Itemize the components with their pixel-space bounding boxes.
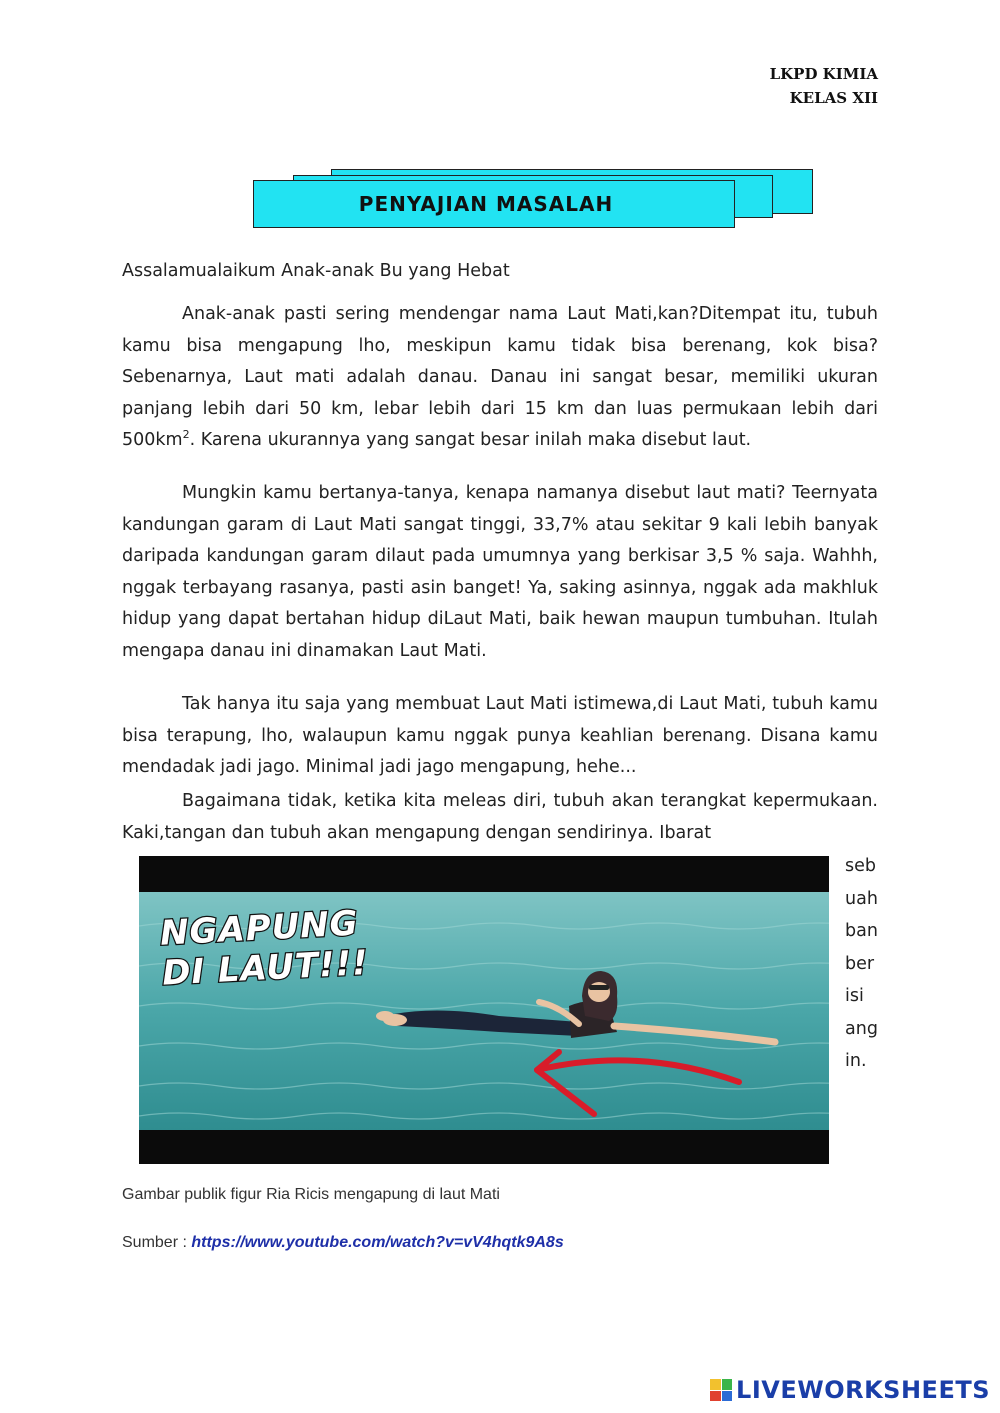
title-box: [253, 180, 735, 228]
brand-name: LIVEWORKSHEETS: [736, 1376, 990, 1404]
superscript: 2: [182, 428, 190, 442]
greeting: Assalamualaikum Anak-anak Bu yang Hebat: [122, 261, 510, 281]
paragraph-3: Tak hanya itu saja yang membuat Laut Mati istimewa,di Laut Mati, tubuh kamu bisa terapung, lho, walaupun kamu nggak punya keahlian berenang. Disana kamu mendadak jadi jago. Minimal jadi jago mengapung, hehe...: [122, 694, 878, 777]
paragraph-2: Mungkin kamu bertanya-tanya, kenapa namanya disebut laut mati? Teernyata kandungan garam di Laut Mati sangat tinggi, 33,7% atau sekitar 9 kali lebih banyak daripada kandungan garam dilaut pada umumnya yang berkisar 3,5 % saja. Wahhh, nggak terbayang rasanya, pasti asin banget! Ya, saking asinnya, nggak ada makhluk hidup yang dapat bertahan hidup diLaut Mati, baik hewan maupun tumbuhan. Itulah mengapa danau ini dinamakan Laut Mati.: [122, 483, 878, 661]
overlay-line-2: DI LAUT!!!: [161, 942, 370, 994]
wrapped-word: uah: [845, 888, 878, 909]
paragraph-1-end: . Karena ukurannya yang sangat besar inilah maka disebut laut.: [189, 430, 752, 450]
wrapped-word: isi: [845, 986, 864, 1006]
wrapped-word: ang: [845, 1018, 878, 1039]
page-title: PENYAJIAN MASALAH: [358, 192, 614, 216]
wrapped-word: ber: [845, 953, 875, 974]
image-caption: Gambar publik figur Ria Ricis mengapung di laut Mati: [122, 1186, 500, 1203]
liveworksheets-footer[interactable]: [710, 1376, 990, 1404]
wrapped-word: in.: [845, 1051, 867, 1071]
overlay-line-1: NGAPUNG: [159, 903, 360, 954]
source-line: [122, 1234, 564, 1252]
header-subject: LKPD KIMIA: [769, 65, 878, 83]
overlay-title: [159, 903, 369, 994]
wrapped-word-column: [845, 850, 878, 1078]
paragraph-1-text: Anak-anak pasti sering mendengar nama Laut Mati,kan?Ditempat itu, tubuh kamu bisa mengapung lho, meskipun kamu tidak bisa berenang, kok bisa? Sebenarnya, Laut mati adalah danau. Danau ini sangat besar, memiliki ukuran panjang lebih dari 50 km, lebar lebih dari 15 km dan luas permukaan lebih dari 500km: [122, 304, 878, 450]
paragraph-1: [122, 299, 878, 457]
wrapped-word: ban: [845, 921, 878, 941]
header-class: KELAS XII: [789, 89, 878, 107]
document-header: [770, 62, 878, 110]
source-label: Sumber :: [122, 1234, 192, 1251]
liveworksheets-logo-icon: [710, 1379, 732, 1401]
paragraph-4: Bagaimana tidak, ketika kita meleas diri, tubuh akan terangkat kepermukaan. Kaki,tangan dan tubuh akan mengapung dengan sendirinya. Ibarat: [122, 791, 878, 843]
dead-sea-photo: [139, 856, 829, 1164]
source-link[interactable]: https://www.youtube.com/watch?v=vV4hqtk9A8s: [191, 1234, 564, 1251]
photo-illustration: [139, 856, 829, 1164]
wrapped-word: seb: [845, 856, 876, 876]
